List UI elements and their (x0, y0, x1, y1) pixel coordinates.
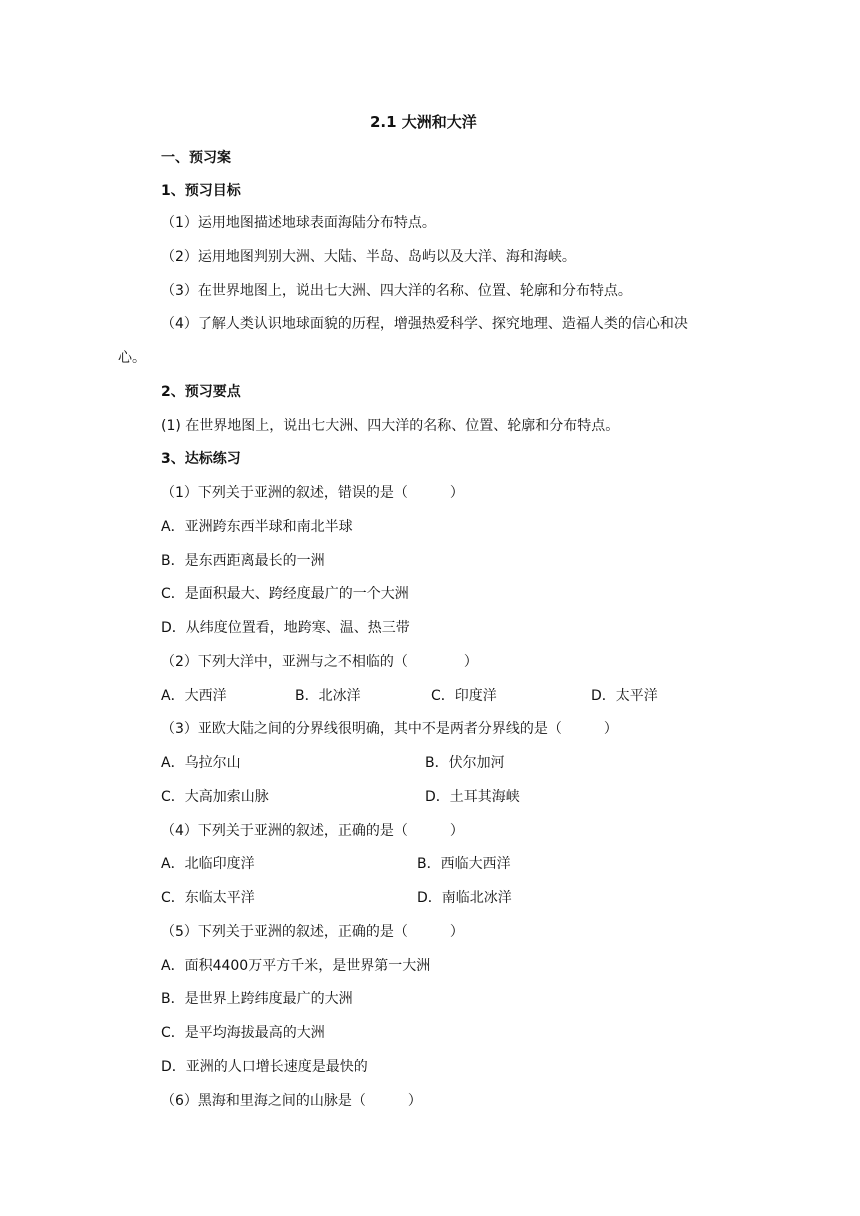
question-1-option-b: B．是东西距离最长的一洲 (161, 553, 325, 569)
goal-item-1: （1）运用地图描述地球表面海陆分布特点。 (161, 215, 436, 231)
question-3-option-b: B．伏尔加河 (425, 755, 505, 771)
goal-item-4: （4）了解人类认识地球面貌的历程，增强热爱科学、探究地理、造福人类的信心和决 (161, 316, 688, 332)
question-5-option-a: A．面积4400万平方千米，是世界第一大洲 (161, 958, 431, 974)
section-heading-preview: 一、预习案 (161, 150, 231, 166)
keypoints-heading: 2、预习要点 (161, 384, 241, 400)
question-4-option-d: D．南临北冰洋 (417, 890, 512, 906)
question-1-option-c: C．是面积最大、跨经度最广的一个大洲 (161, 586, 409, 602)
keypoint-item-1: (1) 在世界地图上，说出七大洲、四大洋的名称、位置、轮廓和分布特点。 (161, 418, 620, 434)
question-5-option-c: C．是平均海拔最高的大洲 (161, 1025, 325, 1041)
question-3-option-a: A．乌拉尔山 (161, 755, 241, 771)
question-5-stem: （5）下列关于亚洲的叙述，正确的是（ ） (161, 924, 464, 940)
question-2-option-d: D．太平洋 (591, 688, 658, 704)
question-1-option-a: A．亚洲跨东西半球和南北半球 (161, 519, 353, 535)
question-3-option-c: C．大高加索山脉 (161, 789, 269, 805)
goal-item-2: （2）运用地图判别大洲、大陆、半岛、岛屿以及大洋、海和海峡。 (161, 249, 576, 265)
exercises-heading: 3、达标练习 (161, 451, 241, 467)
page-title: 2.1 大洲和大洋 (370, 113, 477, 131)
goal-item-3: （3）在世界地图上，说出七大洲、四大洋的名称、位置、轮廓和分布特点。 (161, 283, 632, 299)
goal-item-4-cont: 心。 (118, 350, 146, 366)
question-2-option-b: B．北冰洋 (295, 688, 361, 704)
question-4-stem: （4）下列关于亚洲的叙述，正确的是（ ） (161, 823, 464, 839)
question-3-stem: （3）亚欧大陆之间的分界线很明确，其中不是两者分界线的是（ ） (161, 721, 618, 737)
question-2-option-c: C．印度洋 (431, 688, 497, 704)
question-5-option-d: D．亚洲的人口增长速度是最快的 (161, 1059, 368, 1075)
question-1-option-d: D．从纬度位置看，地跨寒、温、热三带 (161, 620, 410, 636)
question-4-option-b: B．西临大西洋 (417, 856, 511, 872)
goals-heading: 1、预习目标 (161, 183, 241, 199)
question-4-option-c: C．东临太平洋 (161, 890, 255, 906)
question-5-option-b: B．是世界上跨纬度最广的大洲 (161, 991, 353, 1007)
question-2-option-a: A．大西洋 (161, 688, 227, 704)
question-3-option-d: D．土耳其海峡 (425, 789, 520, 805)
question-1-stem: （1）下列关于亚洲的叙述，错误的是（ ） (161, 485, 464, 501)
question-4-option-a: A．北临印度洋 (161, 856, 255, 872)
question-2-stem: （2）下列大洋中，亚洲与之不相临的（ ） (161, 654, 478, 670)
question-6-stem: （6）黑海和里海之间的山脉是（ ） (161, 1093, 422, 1109)
